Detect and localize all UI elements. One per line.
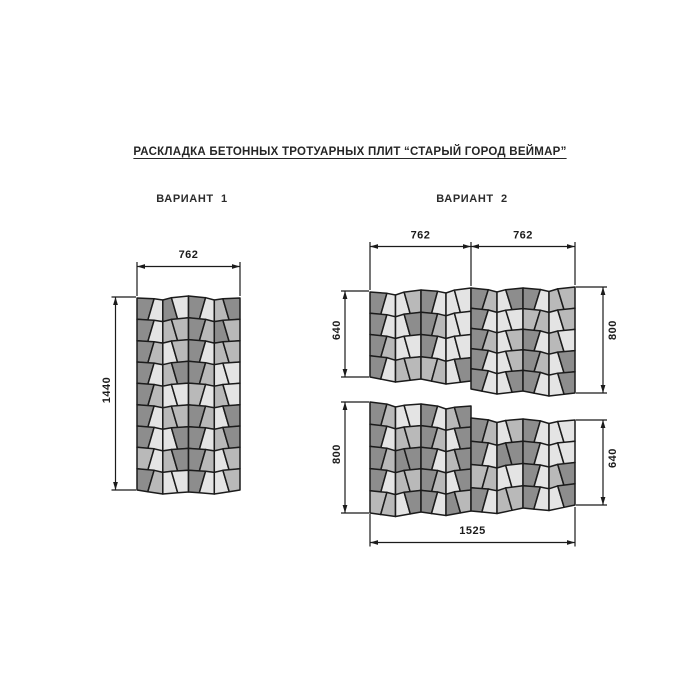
variant-2-label: ВАРИАНТ 2	[436, 193, 508, 205]
dimension-arrow	[232, 264, 240, 269]
dimension-label: 762	[410, 229, 431, 242]
dimension-arrow	[370, 540, 378, 545]
dimension-arrow	[113, 297, 118, 305]
dimension-arrow	[113, 482, 118, 490]
dimension-arrow	[343, 291, 348, 299]
dimension-arrow	[343, 402, 348, 410]
variant-1-label: ВАРИАНТ 1	[156, 193, 228, 205]
dimension-arrow	[601, 497, 606, 505]
dimension-label: 762	[178, 249, 199, 261]
dimension-label: 1525	[459, 525, 486, 537]
dimension-arrow	[137, 264, 145, 269]
dimension-arrow	[343, 505, 348, 513]
dimension-arrow	[370, 244, 378, 249]
dimension-arrow	[567, 244, 575, 249]
dimension-label: 800	[607, 320, 619, 340]
dimension-arrow	[343, 369, 348, 377]
dimension-arrow	[471, 244, 479, 249]
dimension-arrow	[601, 287, 606, 295]
dimension-label: 640	[607, 448, 619, 468]
drawing-title: РАСКЛАДКА БЕТОННЫХ ТРОТУАРНЫХ ПЛИТ “СТАРЫЙ ГОРОД ВЕЙМАР”	[133, 146, 567, 158]
dimension-label: 640	[331, 320, 343, 340]
dimension-arrow	[601, 420, 606, 428]
dimension-arrow	[463, 244, 471, 249]
dimension-label: 800	[331, 444, 343, 464]
dimension-arrow	[601, 385, 606, 393]
dimension-label: 762	[513, 229, 533, 242]
dimension-label: 1440	[101, 376, 113, 404]
dimension-arrow	[567, 540, 575, 545]
